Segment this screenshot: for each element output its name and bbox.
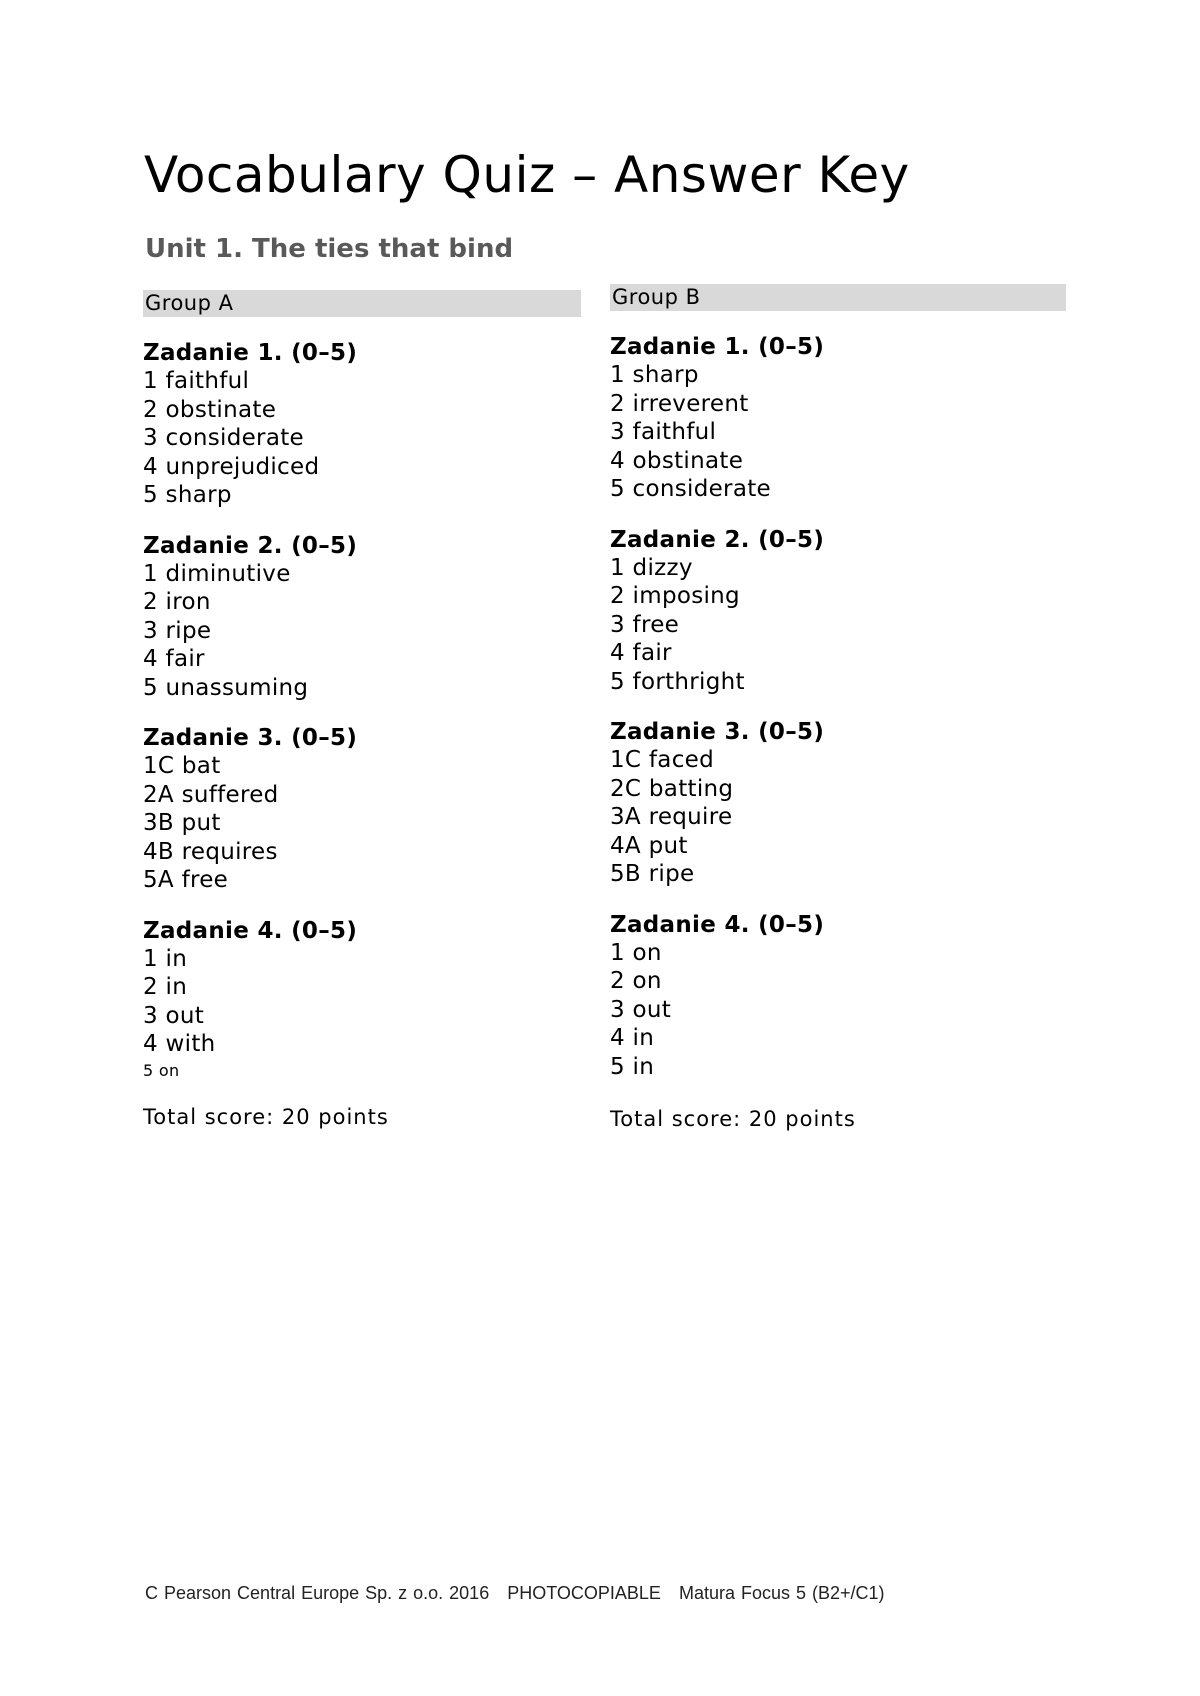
answer-item: 2A suffered <box>143 781 279 808</box>
answer-item: 1C faced <box>610 747 714 773</box>
task-title: Zadanie 3. (0–5) <box>610 719 825 745</box>
answer-item: 4 obstinate <box>610 447 744 474</box>
answer-item: 5 sharp <box>143 482 232 508</box>
answer-item: 1C bat <box>143 753 221 779</box>
task-title: Zadanie 4. (0–5) <box>610 911 825 938</box>
answer-item: 1 dizzy <box>610 554 693 581</box>
answer-item: 1 in <box>143 945 188 972</box>
answer-item: 2 obstinate <box>143 396 277 423</box>
answer-item: 4 with <box>143 1031 216 1057</box>
answer-item: 2 imposing <box>610 583 740 609</box>
group-a-task-2 <box>143 532 603 703</box>
group-b-header: Group B <box>610 284 1066 311</box>
task-title: Zadanie 2. (0–5) <box>143 532 358 559</box>
group-a-task-4 <box>143 917 603 1083</box>
footer-book-title: Matura Focus 5 (B2+/C1) <box>678 1583 885 1603</box>
answer-item: 3 out <box>143 1002 205 1029</box>
answer-item: 1 on <box>610 939 662 966</box>
answer-item: 4 in <box>610 1025 655 1051</box>
answer-item: 2 on <box>610 968 662 994</box>
page-title: Vocabulary Quiz – Answer Key <box>144 146 910 204</box>
task-title: Zadanie 1. (0–5) <box>610 334 825 360</box>
answer-item: 4 fair <box>610 640 672 666</box>
footer-photocopiable: PHOTOCOPIABLE <box>507 1583 661 1603</box>
answer-item: 3B put <box>143 810 221 836</box>
group-b-task-2 <box>610 526 1070 697</box>
task-title: Zadanie 4. (0–5) <box>143 917 358 944</box>
answer-item: 2 iron <box>143 589 211 615</box>
answer-item: 1 sharp <box>610 362 699 388</box>
total-score: Total score: 20 points <box>610 1107 856 1131</box>
answer-item: 4B requires <box>143 838 278 865</box>
answer-item: 5B ripe <box>610 861 695 887</box>
answer-item: 5 considerate <box>610 476 771 502</box>
answer-item: 5A free <box>143 867 229 893</box>
unit-subtitle: Unit 1. The ties that bind <box>145 234 514 264</box>
task-title: Zadanie 2. (0–5) <box>610 526 825 553</box>
answer-item: 4 fair <box>143 646 205 672</box>
group-b-task-3 <box>610 718 1070 889</box>
answer-item: 1 diminutive <box>143 560 291 587</box>
group-a-task-3 <box>143 724 603 895</box>
answer-item: 5 on <box>143 1060 180 1080</box>
answer-item: 3 free <box>610 611 680 638</box>
answer-item: 5 unassuming <box>143 674 309 701</box>
group-b-column <box>610 284 1070 1133</box>
answer-item: 3A require <box>610 804 733 830</box>
group-b-task-4 <box>610 911 1070 1082</box>
group-a-header: Group A <box>143 290 581 317</box>
answer-item: 3 considerate <box>143 425 304 451</box>
answer-item: 5 forthright <box>610 668 745 695</box>
answer-item: 2 irreverent <box>610 390 749 417</box>
task-title: Zadanie 3. (0–5) <box>143 725 358 751</box>
page-footer <box>145 1583 897 1604</box>
total-score: Total score: 20 points <box>143 1104 389 1129</box>
group-b-task-1 <box>610 333 1070 504</box>
group-a-column <box>143 290 603 1131</box>
footer-copyright: C Pearson Central Europe Sp. z o.o. 2016 <box>145 1583 490 1603</box>
answer-item: 3 ripe <box>143 617 212 644</box>
answer-item: 5 in <box>610 1053 655 1080</box>
answer-item: 3 faithful <box>610 419 717 445</box>
answer-item: 2 in <box>143 974 188 1000</box>
answer-item: 4A put <box>610 832 688 859</box>
group-a-task-1 <box>143 339 603 510</box>
answer-item: 2C batting <box>610 775 734 802</box>
answer-item: 1 faithful <box>143 368 250 394</box>
task-title: Zadanie 1. (0–5) <box>143 340 358 366</box>
answer-item: 4 unprejudiced <box>143 453 320 480</box>
answer-item: 3 out <box>610 996 672 1023</box>
